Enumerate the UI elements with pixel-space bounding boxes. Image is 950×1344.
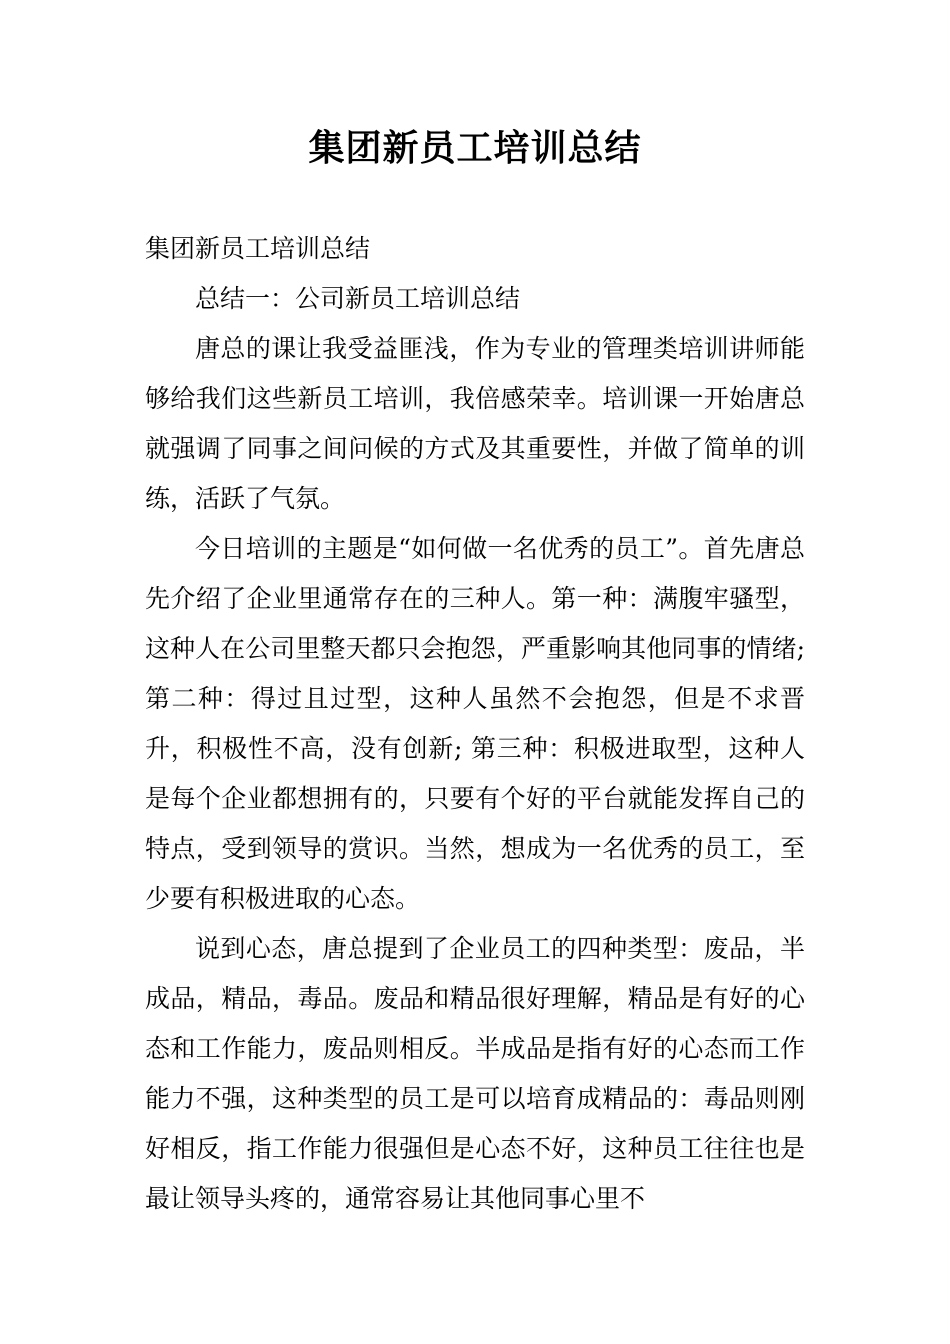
document-body xyxy=(145,224,805,1224)
paragraph: 今日培训的主题是“如何做一名优秀的员工”。首先唐总先介绍了企业里通常存在的三种人。第一种：满腹牢骚型，这种人在公司里整天都只会抱怨，严重影响其他同事的情绪;第二种：得过且过型，这种人虽然不会抱怨，但是不求晋升，积极性不高，没有创新; 第三种：积极进取型，这种人是每个企业都想拥有的，只要有个好的平台就能发挥自己的特点，受到领导的赏识。当然，想成为一名优秀的员工，至少要有积极进取的心态。 xyxy=(145,534,805,913)
document-title: 集团新员工培训总结 xyxy=(308,128,642,169)
paragraph: 说到心态，唐总提到了企业员工的四种类型：废品，半成品，精品，毒品。废品和精品很好理解，精品是有好的心态和工作能力，废品则相反。半成品是指有好的心态而工作能力不强，这种类型的员工是可以培育成精品的：毒品则刚好相反，指工作能力很强但是心态不好，这种员工往往也是最让领导头疼的，通常容易让其他同事心里不 xyxy=(145,934,805,1213)
document-subtitle: 集团新员工培训总结 xyxy=(145,234,371,263)
section-heading: 总结一：公司新员工培训总结 xyxy=(195,284,521,313)
paragraph: 唐总的课让我受益匪浅，作为专业的管理类培训讲师能够给我们这些新员工培训，我倍感荣幸。培训课一开始唐总就强调了同事之间问候的方式及其重要性，并做了简单的训练，活跃了气氛。 xyxy=(145,334,805,513)
